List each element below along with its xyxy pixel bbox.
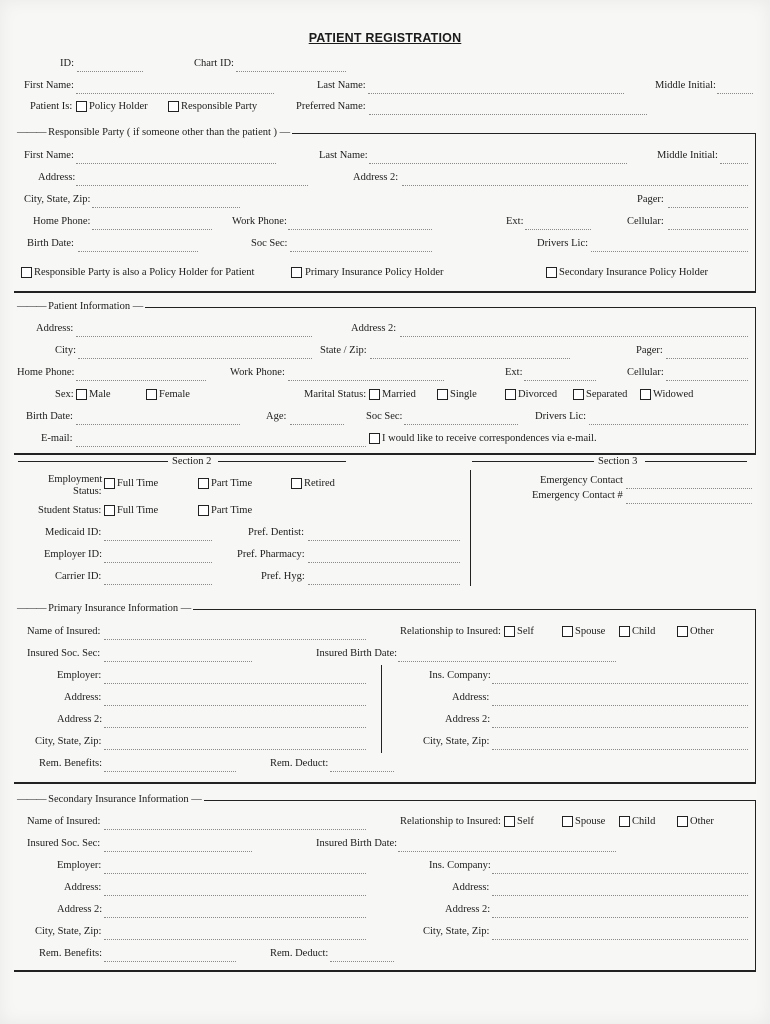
sec-self-label: Self — [517, 816, 534, 827]
female-checkbox[interactable] — [146, 389, 157, 400]
married-label: Married — [382, 389, 416, 400]
resp-ext-label: Ext: — [506, 216, 524, 227]
preferred-name-label: Preferred Name: — [296, 101, 366, 112]
pt-birth-date-field[interactable] — [76, 424, 240, 425]
secondary-insurance-legend-wrap — [14, 794, 204, 806]
pref-dentist-label: Pref. Dentist: — [248, 527, 304, 538]
pt-email-field[interactable] — [76, 446, 366, 447]
resp-first-name-label: First Name: — [24, 150, 74, 161]
pri-child-label: Child — [632, 626, 656, 637]
policy-holder-label: Policy Holder — [89, 101, 148, 112]
section-divider — [470, 470, 471, 586]
pt-soc-sec-label: Soc Sec: — [366, 411, 403, 422]
sec-address2-r-field[interactable] — [492, 917, 748, 918]
primary-column-divider — [381, 665, 382, 753]
legend-dash: ——— — [17, 603, 46, 614]
pri-insured-soc-sec-field[interactable] — [104, 661, 252, 662]
employer-id-field[interactable] — [104, 562, 212, 563]
carrier-id-field[interactable] — [104, 584, 212, 585]
emergency-contact-label: Emergency Contact — [540, 475, 623, 486]
middle-initial-label: Middle Initial: — [655, 80, 716, 91]
responsible-party-checkbox[interactable] — [168, 101, 179, 112]
pri-name-of-insured-field[interactable] — [104, 639, 366, 640]
sec-address-field[interactable] — [104, 895, 366, 896]
pt-address2-label: Address 2: — [351, 323, 397, 334]
resp-work-phone-label: Work Phone: — [232, 216, 287, 227]
resp-city-state-zip-label: City, State, Zip: — [24, 194, 91, 205]
sec-city-state-zip-field[interactable] — [104, 939, 366, 940]
pri-employer-label: Employer: — [57, 670, 102, 681]
sec-address2-r-label: Address 2: — [445, 904, 491, 915]
sec-ins-company-field[interactable] — [492, 873, 748, 874]
sec-city-state-zip-r-field[interactable] — [492, 939, 748, 940]
sec-insured-soc-sec-label: Insured Soc. Sec: — [27, 838, 101, 849]
medicaid-id-label: Medicaid ID: — [45, 527, 102, 538]
sec-employer-field[interactable] — [104, 873, 366, 874]
pri-rem-benefits-field[interactable] — [104, 771, 236, 772]
resp-birth-date-field[interactable] — [78, 251, 198, 252]
legend-dash-end: — — [279, 127, 290, 138]
separated-label: Separated — [586, 389, 628, 400]
pt-state-zip-field[interactable] — [370, 358, 570, 359]
sec-address-r-label: Address: — [452, 882, 490, 893]
sec-rem-benefits-field[interactable] — [104, 961, 236, 962]
pri-ins-company-field[interactable] — [492, 683, 748, 684]
patient-info-legend: Patient Information — [48, 301, 131, 312]
pt-age-field[interactable] — [290, 424, 344, 425]
pref-hyg-label: Pref. Hyg: — [261, 571, 305, 582]
email-opt-in-checkbox[interactable] — [369, 433, 380, 444]
pref-dentist-field[interactable] — [308, 540, 460, 541]
resp-soc-sec-label: Soc Sec: — [251, 238, 288, 249]
pri-address2-label: Address 2: — [57, 714, 103, 725]
pref-pharmacy-field[interactable] — [308, 562, 460, 563]
resp-last-name-field[interactable] — [369, 163, 627, 164]
pri-address-r-label: Address: — [452, 692, 490, 703]
sec-city-state-zip-label: City, State, Zip: — [35, 926, 102, 937]
pri-insured-birth-date-label: Insured Birth Date: — [316, 648, 398, 659]
widowed-label: Widowed — [653, 389, 694, 400]
chart-id-label: Chart ID: — [194, 58, 234, 69]
first-name-label: First Name: — [24, 80, 74, 91]
pri-insured-soc-sec-label: Insured Soc. Sec: — [27, 648, 101, 659]
pri-ins-company-label: Ins. Company: — [429, 670, 491, 681]
pri-rem-deduct-label: Rem. Deduct: — [270, 758, 329, 769]
sec-insured-birth-date-field[interactable] — [398, 851, 616, 852]
pri-spouse-label: Spouse — [575, 626, 606, 637]
pri-address-field[interactable] — [104, 705, 366, 706]
resp-soc-sec-field[interactable] — [290, 251, 432, 252]
pt-sex-label: Sex: — [55, 389, 74, 400]
policy-holder-checkbox[interactable] — [76, 101, 87, 112]
sec-address2-label: Address 2: — [57, 904, 103, 915]
single-label: Single — [450, 389, 477, 400]
email-opt-in-label: I would like to receive correspondences via e-mail. — [382, 433, 597, 444]
sec-address2-field[interactable] — [104, 917, 366, 918]
pri-address2-r-field[interactable] — [492, 727, 748, 728]
preferred-name-field[interactable] — [369, 114, 647, 115]
pri-self-label: Self — [517, 626, 534, 637]
resp-address-label: Address: — [38, 172, 76, 183]
pri-spouse-checkbox[interactable] — [562, 626, 573, 637]
student-full-time-label: Full Time — [117, 505, 159, 516]
pri-city-state-zip-r-field[interactable] — [492, 749, 748, 750]
sec-child-label: Child — [632, 816, 656, 827]
pri-city-state-zip-field[interactable] — [104, 749, 366, 750]
pri-other-label: Other — [690, 626, 714, 637]
pt-home-phone-field[interactable] — [76, 380, 206, 381]
pt-work-phone-field[interactable] — [288, 380, 444, 381]
sec-spouse-checkbox[interactable] — [562, 816, 573, 827]
section2-rule-right — [218, 461, 346, 462]
pri-insured-birth-date-field[interactable] — [398, 661, 616, 662]
resp-pager-field[interactable] — [668, 207, 748, 208]
sec-self-checkbox[interactable] — [504, 816, 515, 827]
employment-status-label-1: Employment — [48, 474, 103, 485]
page-title: PATIENT REGISTRATION — [308, 31, 462, 45]
section3-rule-left — [472, 461, 594, 462]
section3-rule-right — [645, 461, 747, 462]
section2-rule-left — [18, 461, 168, 462]
sec-other-label: Other — [690, 816, 714, 827]
pt-drivers-lic-label: Drivers Lic: — [535, 411, 587, 422]
legend-dash-end: — — [132, 301, 143, 312]
divorced-checkbox[interactable] — [505, 389, 516, 400]
sec-rem-benefits-label: Rem. Benefits: — [39, 948, 102, 959]
sec-employer-label: Employer: — [57, 860, 102, 871]
pt-city-label: City: — [55, 345, 77, 356]
sec-address-r-field[interactable] — [492, 895, 748, 896]
separated-checkbox[interactable] — [573, 389, 584, 400]
pri-name-of-insured-label: Name of Insured: — [27, 626, 101, 637]
resp-last-name-label: Last Name: — [319, 150, 368, 161]
primary-insurance-legend-wrap — [14, 603, 193, 615]
male-checkbox[interactable] — [76, 389, 87, 400]
first-name-field[interactable] — [76, 93, 274, 94]
resp-address2-label: Address 2: — [353, 172, 399, 183]
emp-full-time-label: Full Time — [117, 478, 159, 489]
legend-dash: ——— — [17, 794, 46, 805]
resp-address-field[interactable] — [76, 185, 308, 186]
single-checkbox[interactable] — [437, 389, 448, 400]
pri-address2-r-label: Address 2: — [445, 714, 491, 725]
medicaid-id-field[interactable] — [104, 540, 212, 541]
married-checkbox[interactable] — [369, 389, 380, 400]
resp-ext-field[interactable] — [525, 229, 591, 230]
pt-address2-field[interactable] — [400, 336, 748, 337]
male-label: Male — [89, 389, 111, 400]
sec-other-checkbox[interactable] — [677, 816, 688, 827]
middle-initial-field[interactable] — [717, 93, 753, 94]
divorced-label: Divorced — [518, 389, 558, 400]
chart-id-field[interactable] — [236, 71, 346, 72]
section2-heading: Section 2 — [172, 456, 212, 467]
student-part-time-checkbox[interactable] — [198, 505, 209, 516]
female-label: Female — [159, 389, 190, 400]
emp-part-time-checkbox[interactable] — [198, 478, 209, 489]
pri-address2-field[interactable] — [104, 727, 366, 728]
resp-birth-date-label: Birth Date: — [27, 238, 74, 249]
emp-retired-checkbox[interactable] — [291, 478, 302, 489]
resp-first-name-field[interactable] — [76, 163, 276, 164]
legend-dash: ——— — [17, 301, 46, 312]
employment-status-label-2: Status: — [73, 486, 102, 497]
pt-city-field[interactable] — [78, 358, 312, 359]
resp-pager-label: Pager: — [637, 194, 664, 205]
sec-insured-soc-sec-field[interactable] — [104, 851, 252, 852]
sec-city-state-zip-r-label: City, State, Zip: — [423, 926, 490, 937]
resp-home-phone-field[interactable] — [92, 229, 212, 230]
pri-other-checkbox[interactable] — [677, 626, 688, 637]
pri-child-checkbox[interactable] — [619, 626, 630, 637]
id-label: ID: — [60, 58, 74, 69]
pt-pager-label: Pager: — [636, 345, 663, 356]
last-name-field[interactable] — [368, 93, 624, 94]
resp-address2-field[interactable] — [402, 185, 748, 186]
legend-dash-end: — — [180, 603, 191, 614]
carrier-id-label: Carrier ID: — [55, 571, 102, 582]
emergency-contact-num-field[interactable] — [626, 503, 752, 504]
pri-employer-field[interactable] — [104, 683, 366, 684]
pt-cellular-label: Cellular: — [627, 367, 664, 378]
resp-policy-holder-label: Responsible Party is also a Policy Holder for Patient — [34, 267, 255, 278]
pri-rem-benefits-label: Rem. Benefits: — [39, 758, 102, 769]
sec-rem-deduct-field[interactable] — [330, 961, 394, 962]
legend-dash: ——— — [17, 127, 46, 138]
pt-address-field[interactable] — [76, 336, 312, 337]
student-status-label: Student Status: — [38, 505, 102, 516]
resp-city-state-zip-field[interactable] — [92, 207, 240, 208]
secondary-insurance-legend: Secondary Insurance Information — [48, 794, 189, 805]
responsible-party-label: Responsible Party — [181, 101, 258, 112]
responsible-party-legend-wrap — [14, 127, 292, 139]
resp-middle-initial-field[interactable] — [720, 163, 748, 164]
pri-city-state-zip-label: City, State, Zip: — [35, 736, 102, 747]
sec-name-of-insured-label: Name of Insured: — [27, 816, 101, 827]
pt-state-zip-label: State / Zip: — [320, 345, 367, 356]
sec-child-checkbox[interactable] — [619, 816, 630, 827]
pri-relationship-label: Relationship to Insured: — [400, 626, 501, 637]
pri-address-label: Address: — [64, 692, 102, 703]
pt-pager-field[interactable] — [666, 358, 748, 359]
primary-insurance-legend: Primary Insurance Information — [48, 603, 179, 614]
resp-middle-initial-label: Middle Initial: — [657, 150, 718, 161]
resp-secondary-holder-label: Secondary Insurance Policy Holder — [559, 267, 708, 278]
resp-secondary-holder-checkbox[interactable] — [546, 267, 557, 278]
resp-drivers-lic-label: Drivers Lic: — [537, 238, 589, 249]
sec-ins-company-label: Ins. Company: — [429, 860, 491, 871]
resp-drivers-lic-field[interactable] — [591, 251, 748, 252]
patient-info-legend-wrap — [14, 301, 145, 313]
pt-ext-label: Ext: — [505, 367, 523, 378]
widowed-checkbox[interactable] — [640, 389, 651, 400]
resp-home-phone-label: Home Phone: — [33, 216, 91, 227]
emp-full-time-checkbox[interactable] — [104, 478, 115, 489]
pri-address-r-field[interactable] — [492, 705, 748, 706]
responsible-party-legend: Responsible Party ( if someone other than the patient ) — [48, 127, 278, 138]
last-name-label: Last Name: — [317, 80, 366, 91]
emp-part-time-label: Part Time — [211, 478, 253, 489]
emergency-contact-field[interactable] — [626, 488, 752, 489]
resp-cellular-label: Cellular: — [627, 216, 664, 227]
sec-name-of-insured-field[interactable] — [104, 829, 366, 830]
pt-address-label: Address: — [36, 323, 74, 334]
resp-primary-holder-checkbox[interactable] — [291, 267, 302, 278]
marital-status-label: Marital Status: — [304, 389, 367, 400]
pri-city-state-zip-r-label: City, State, Zip: — [423, 736, 490, 747]
resp-policy-holder-checkbox[interactable] — [21, 267, 32, 278]
section3-heading: Section 3 — [598, 456, 638, 467]
pt-birth-date-label: Birth Date: — [26, 411, 73, 422]
patient-is-label: Patient Is: — [30, 101, 73, 112]
pt-work-phone-label: Work Phone: — [230, 367, 285, 378]
sec-relationship-label: Relationship to Insured: — [400, 816, 501, 827]
student-part-time-label: Part Time — [211, 505, 253, 516]
sec-insured-birth-date-label: Insured Birth Date: — [316, 838, 398, 849]
pref-hyg-field[interactable] — [308, 584, 460, 585]
pt-home-phone-label: Home Phone: — [17, 367, 75, 378]
sec-rem-deduct-label: Rem. Deduct: — [270, 948, 329, 959]
pri-self-checkbox[interactable] — [504, 626, 515, 637]
pt-email-label: E-mail: — [41, 433, 73, 444]
resp-work-phone-field[interactable] — [288, 229, 432, 230]
sec-spouse-label: Spouse — [575, 816, 606, 827]
legend-dash-end: — — [191, 794, 201, 805]
pt-age-label: Age: — [266, 411, 287, 422]
pt-drivers-lic-field[interactable] — [589, 424, 748, 425]
resp-cellular-field[interactable] — [668, 229, 748, 230]
emergency-contact-num-label: Emergency Contact # — [532, 490, 623, 501]
pref-pharmacy-label: Pref. Pharmacy: — [237, 549, 305, 560]
employer-id-label: Employer ID: — [44, 549, 103, 560]
pri-rem-deduct-field[interactable] — [330, 771, 394, 772]
student-full-time-checkbox[interactable] — [104, 505, 115, 516]
id-field[interactable] — [77, 71, 143, 72]
pt-soc-sec-field[interactable] — [404, 424, 518, 425]
emp-retired-label: Retired — [304, 478, 335, 489]
resp-primary-holder-label: Primary Insurance Policy Holder — [305, 267, 444, 278]
sec-address-label: Address: — [64, 882, 102, 893]
pt-ext-field[interactable] — [524, 380, 596, 381]
pt-cellular-field[interactable] — [666, 380, 748, 381]
